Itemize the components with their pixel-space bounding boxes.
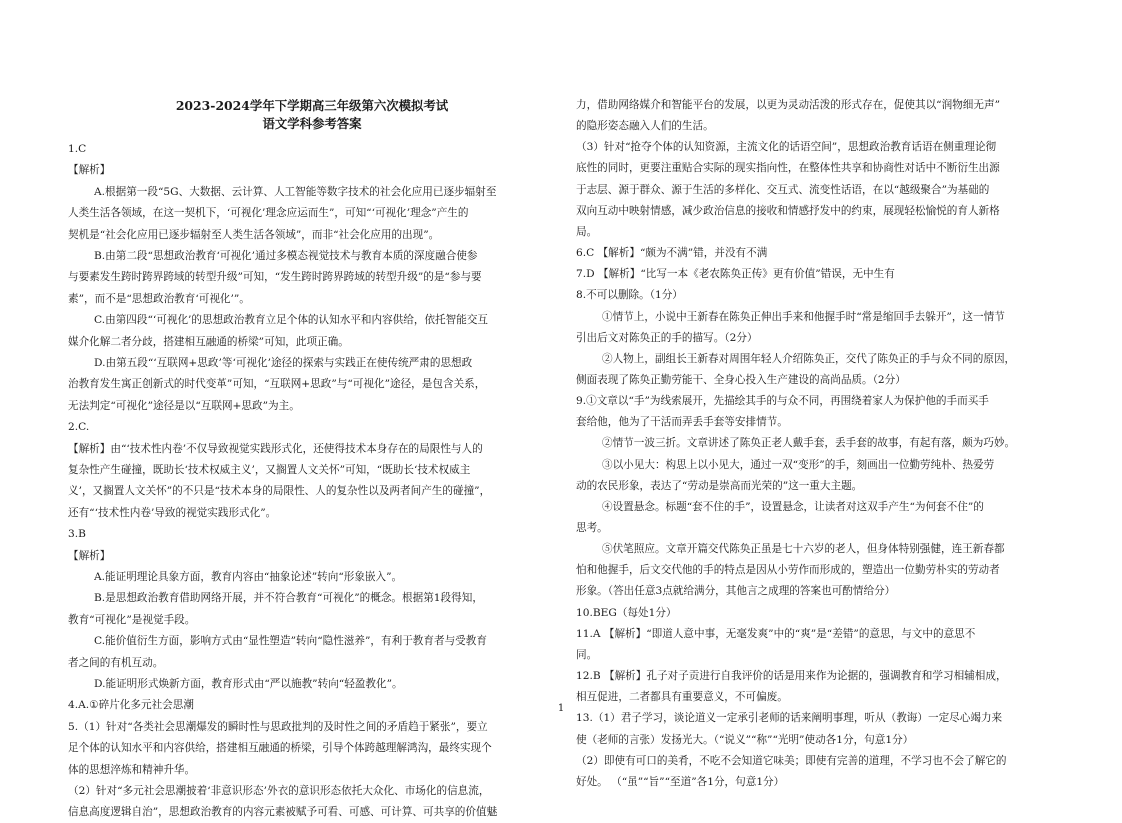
answer-line: ②人物上，副组长王新春对周围年轻人介绍陈奂正，交代了陈奂正的手与众不同的原因，	[602, 352, 1016, 365]
answer-line: 8.不可以删除。（1分）	[576, 289, 683, 302]
answer-key-subtitle: 语文学科参考答案	[262, 116, 362, 131]
answer-line: 9.①文章以“手”为线索展开，先描绘其手的与众不同，再围绕着家人为保护他的手而买手	[576, 395, 989, 408]
answer-line: 13.（1）君子学习，谈论道义一定承引老师的话来阐明事理，听从（教诲）一定尽心竭力来	[576, 712, 1003, 725]
answer-line: 教育“可视化”是视觉手段。	[68, 613, 196, 626]
answer-line: 形象。（答出任意3点就给满分，其他言之成理的答案也可酌情给分）	[576, 585, 896, 598]
answer-line: 的隐形姿态融入人们的生活。	[576, 120, 714, 133]
answer-line: 1.C	[68, 143, 87, 155]
answer-line: 侧面表现了陈奂正勤劳能干、全身心投入生产建设的高尚品质。（2分）	[576, 373, 906, 386]
answer-line: （3）针对“抢夺个体的认知资源，主流文化的话语空间”，思想政治教育话语在侧重理论彻	[576, 141, 997, 154]
answer-line: 复杂性产生碰撞，既助长‘技术权威主义’，又搁置人文关怀”可知，“既助长‘技术权威主	[68, 464, 471, 476]
answer-line: 体的思想淬炼和精神升华。	[68, 763, 196, 776]
answer-line: 6.C 【解析】“颇为不满”错，并没有不满	[576, 247, 768, 260]
answer-line: C.能价值衍生方面，影响方式由“显性塑造”转向“隐性滋养”，有利于教育者与受教育	[94, 635, 487, 648]
exam-title: 2023-2024学年下学期高三年级第六次模拟考试	[175, 98, 449, 113]
answer-line: 素”，而不是“思想政治教育‘可视化’”。	[68, 292, 250, 305]
answer-line: 底性的同时，更要注重贴合实际的现实指向性，在整体性共享和协商性对话中不断衍生出源	[576, 162, 1000, 175]
answer-line: 【解析】	[68, 549, 111, 562]
answer-line: 4.A.①碎片化多元社会思潮	[68, 699, 194, 712]
answer-line: D.由第五段“‘互联网+思政’等‘可视化’途径的探索与实践正在使传统严肃的思想政	[94, 357, 473, 369]
answer-line: D.能证明形式焕新方面，教育形式由“严以施教”转向“轻盈教化”。	[94, 678, 403, 690]
answer-line: 义’，又搁置人文关怀”的不只是“技术本身的局限性、人的复杂性以及两者间产生的碰撞”，	[68, 485, 491, 498]
answer-line: A.能证明理论具象方面，教育内容由“抽象论述”转向“形象嵌入”。	[94, 571, 403, 583]
answer-line: ③以小见大：构思上以小见大，通过一双“变形”的手，刻画出一位勤劳纯朴、热爱劳	[602, 458, 995, 471]
answer-line: 相互促进，二者都具有重要意义，不可偏废。	[576, 691, 788, 704]
page-number: 1	[557, 703, 565, 714]
answer-line: 【解析】	[68, 164, 111, 177]
answer-line: 5.（1）针对“各类社会思潮爆发的瞬时性与思政批判的及时性之间的矛盾趋于紧张”，要立	[68, 720, 488, 733]
answer-line: 思考。	[576, 522, 608, 534]
answer-line: 者之间的有机互动。	[68, 656, 164, 669]
answer-line: 同。	[576, 648, 598, 661]
answer-line: 引出后文对陈奂正的手的描写。（2分）	[576, 331, 758, 344]
answer-line: 【解析】由“‘技术性内卷’不仅导致视觉实践形式化，还使得技术本身存在的局限性与人的	[68, 442, 483, 455]
answer-line: ④设置悬念。标题“套不住的手”，设置悬念，让读者对这双手产生“为何套不住”的	[602, 500, 984, 513]
answer-line: 套给他，他为了干活而弄丢手套等安排情节。	[576, 416, 788, 429]
answer-line: ①情节上，小说中王新春在陈奂正伸出手来和他握手时“常是缩回手去躲开”，这一情节	[602, 310, 1005, 323]
answer-line: 人类生活各领域，在这一契机下，‘可视化’理念应运而生”，可知“‘可视化’理念”产生的	[68, 207, 469, 220]
answer-line: 于志层、源于群众、源于生活的多样化、交互式、流变性话语，在以“越级聚合”为基础的	[576, 183, 990, 196]
answer-line: 3.B	[68, 528, 86, 541]
answer-line: 怕和他握手，后文交代他的手的特点是因从小劳作而形成的，塑造出一位勤劳朴实的劳动者	[576, 564, 1000, 577]
answer-line: 好处。 （“虽”“旨”“至道”各1分，句意1分）	[576, 775, 785, 788]
answer-line: 7.D 【解析】“比写一本《老农陈奂正传》更有价值”错误，无中生有	[576, 268, 895, 281]
answer-line: 2.C.	[68, 421, 90, 434]
answer-line: 足个体的认知水平和内容供给，搭建相互融通的桥梁，引导个体跨越理解鸿沟，最终实现个	[68, 742, 492, 755]
answer-line: 还有“‘技术性内卷’导致的视觉实践形式化”。	[68, 506, 277, 519]
answer-line: A.根据第一段“5G、大数据、云计算、人工智能等数字技术的社会化应用已逐步辐射至	[94, 185, 497, 198]
answer-line: B.是思想政治教育借助网络开展，并不符合教育“可视化”的概念。根据第1段得知，	[94, 592, 483, 605]
answer-line: 双向互动中映射情感，减少政治信息的接收和情感抒发中的约束，展现轻松愉悦的育人新格	[576, 204, 1000, 217]
answer-line: B.由第二段“思想政治教育‘可视化’通过多模态视觉技术与教育本质的深度融合使参	[94, 250, 478, 262]
answer-line: （2）针对“多元社会思潮披着‘非意识形态’外衣的意识形态依托大众化、市场化的信息流，	[68, 785, 490, 797]
answer-line: ②情节一波三折。文章讲述了陈奂正老人戴手套，丢手套的故事，有起有落，颇为巧妙。	[602, 437, 1016, 450]
answer-line: （2）即使有可口的美肴，不吃不会知道它味美；即使有完善的道理，不学习也不会了解它的	[576, 754, 1007, 767]
answer-line: C.由第四段“‘可视化’的思想政治教育立足个体的认知水平和内容供给，依托智能交互	[94, 314, 489, 327]
answer-line: 治教育发生寓正创新式的时代变革”可知，“互联网+思政”与“可视化”途径，是包含关系，	[68, 378, 486, 391]
answer-line: 12.B 【解析】孔子对子贡进行自我评价的话是用来作为论据的，强调教育和学习相辅相成，	[576, 670, 1007, 683]
answer-line: 信息高度逻辑自治”，思想政治教育的内容元素被赋予可看、可感、可计算、可共享的价值魅	[68, 806, 498, 819]
answer-line: 10.BEG（每处1分）	[576, 606, 677, 619]
answer-line: ⑤伏笔照应。文章开篇交代陈奂正虽是七十六岁的老人，但身体特别强健，连王新春都	[602, 543, 1005, 556]
answer-line: 11.A 【解析】“即道人意中事，无毫发爽”中的“爽”是“差错”的意思，与文中的意思不	[576, 627, 976, 640]
answer-line: 媒介化解二者分歧，搭建相互融通的桥梁”可知，此项正确。	[68, 335, 349, 348]
answer-line: 使（老师的言张）发扬光大。（“说义”“称”“光明”使动各1分，句意1分）	[576, 733, 914, 746]
answer-line: 与要素发生跨时跨界跨域的转型升级”可知，“发生跨时跨界跨域的转型升级”的是“参与要	[68, 271, 482, 284]
answer-line: 力，借助网络媒介和智能平台的发展，以更为灵动活泼的形式存在，促使其以“润物细无声”	[576, 99, 1000, 111]
answer-line: 契机是“社会化应用已逐步辐射至人类生活各领域”，而非“社会化应用的出现”。	[68, 228, 440, 241]
answer-line: 无法判定“可视化”途径是以“互联网+思政”为主。	[68, 399, 300, 412]
answer-line: 动的农民形象，表达了“劳动是崇高而光荣的”这一重大主题。	[576, 479, 863, 492]
answer-line: 局。	[576, 225, 598, 238]
